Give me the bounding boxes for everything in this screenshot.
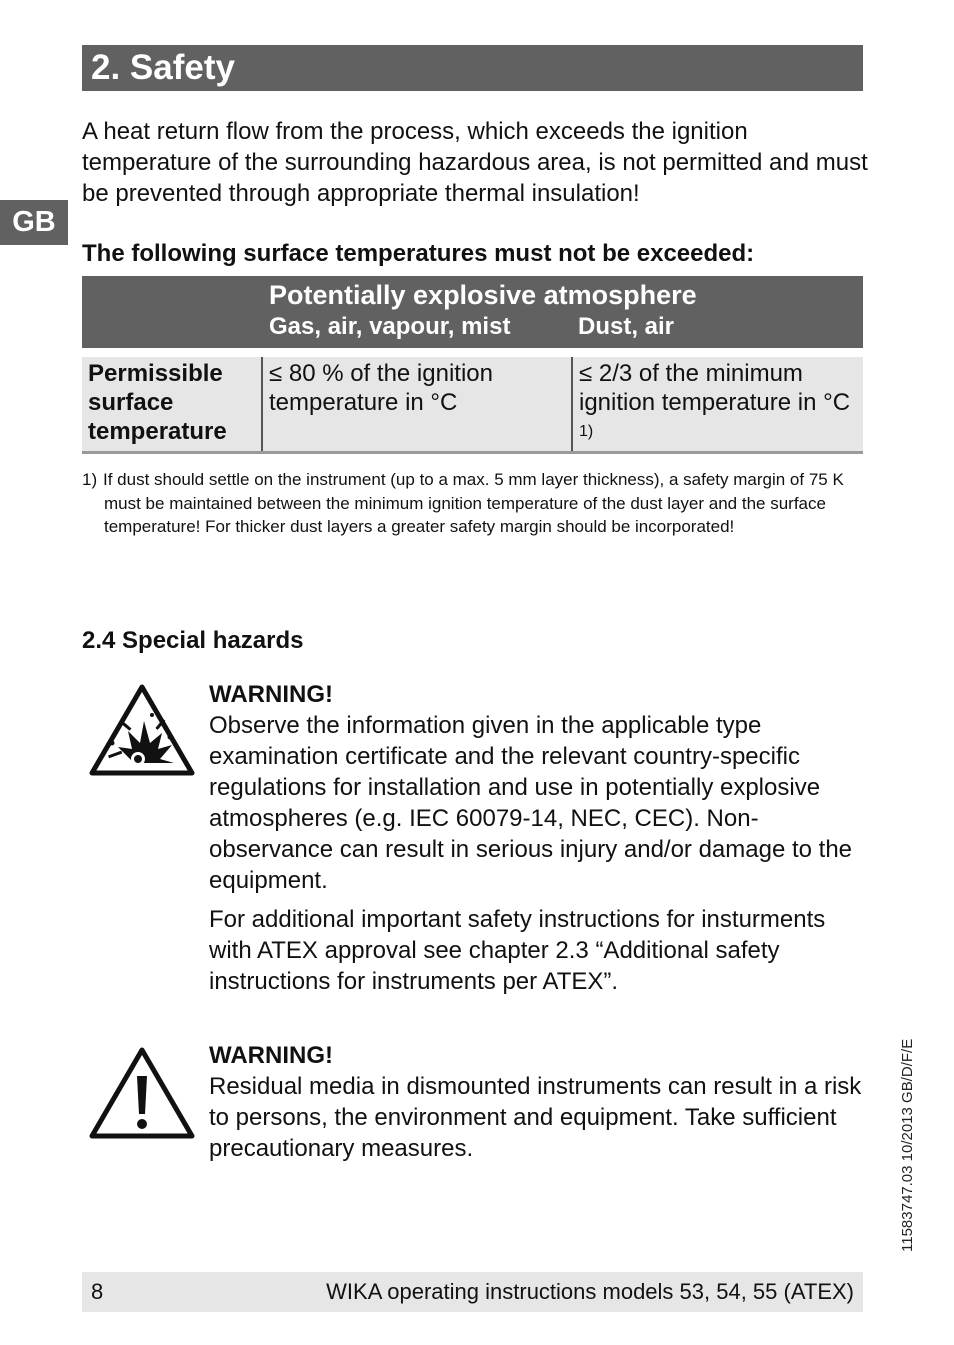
header-gas: Gas, air, vapour, mist — [262, 312, 572, 348]
intro-paragraph: A heat return flow from the process, which exceeds the ignition temperature of the surrounding hazardous area, is not permitted and must be prevented through appropriate thermal insulation! — [82, 118, 868, 207]
cell-dust-value — [572, 357, 863, 453]
page-footer — [82, 1272, 863, 1312]
warning-block-residual-media — [209, 1040, 869, 1164]
cell-gas-value: ≤ 80 % of the ignition temperature in °C — [262, 357, 572, 453]
page-number: 8 — [91, 1279, 104, 1304]
table-heading: The following surface temperatures must not be exceeded: — [82, 240, 755, 267]
footnote — [82, 468, 872, 539]
footnote-number: 1) — [82, 470, 98, 489]
cell-dust-text: ≤ 2/3 of the minimum ignition temperature in °C — [579, 360, 851, 416]
surface-temperature-table — [82, 276, 863, 454]
section-title: 2.4 Special hazards — [82, 627, 304, 654]
warning-text: Residual media in dismounted instruments can result in a risk to persons, the environment and equipment. Take sufficient precautionary measures. — [209, 1073, 862, 1162]
chapter-title: 2. Safety — [82, 45, 863, 91]
footnote-text: If dust should settle on the instrument (up to a max. 5 mm layer thickness), a safety margin of 75 K must be maintained between the minimum ignition temperature of the dust layer and the surface temperature! For thicker dust layers a greater safety margin should be incorporated! — [103, 470, 844, 536]
general-warning-icon — [88, 1046, 196, 1142]
warning-text: Observe the information given in the applicable type examination certificate and the relevant country-specific regulations for installation and use in potentially explosive atmospheres (e.g. IEC 60079-14, NEC, CEC). Non-observance can result in serious injury and/or damage to the equipment. — [209, 712, 853, 894]
table-row — [82, 357, 863, 453]
header-atmosphere: Potentially explosive atmosphere — [262, 276, 863, 312]
document-code: 11583747.03 10/2013 GB/D/F/E — [899, 1038, 916, 1252]
row-label: Permissible surface temperature — [82, 357, 262, 453]
header-blank-2 — [82, 312, 262, 348]
language-tab: GB — [0, 200, 68, 245]
explosive-hazard-icon — [88, 683, 196, 779]
footnote-ref: 1) — [579, 423, 594, 440]
header-dust: Dust, air — [572, 312, 863, 348]
warning-title: WARNING! — [209, 1042, 333, 1069]
warning-additional-text: For additional important safety instructions for insturments with ATEX approval see chapter 2.3 “Additional safety instructions for instruments per ATEX”. — [209, 906, 826, 995]
table-gap — [82, 348, 863, 357]
header-blank — [82, 276, 262, 312]
footer-title: WIKA operating instructions models 53, 54, 55 (ATEX) — [326, 1279, 854, 1304]
warning-title: WARNING! — [209, 681, 333, 708]
warning-block-explosion — [209, 679, 869, 997]
